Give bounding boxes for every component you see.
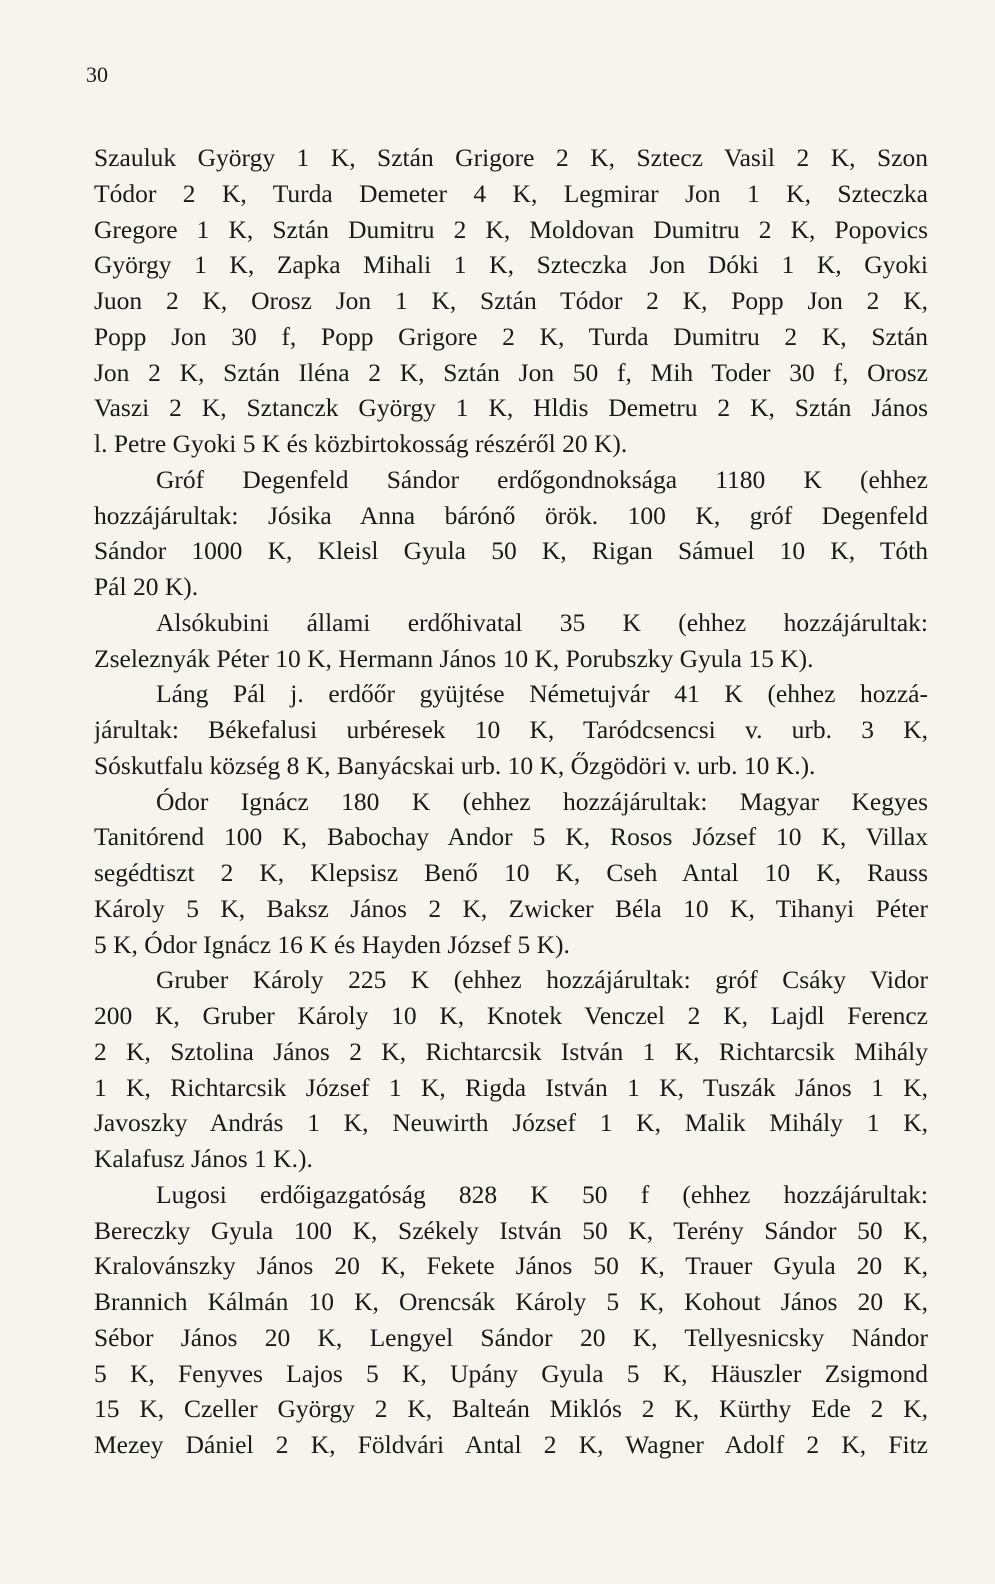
text-line: Vaszi 2 K, Sztanczk György 1 K, Hldis Demetru 2 K, Sztán János xyxy=(94,393,928,423)
text-line: Gróf Degenfeld Sándor erdőgondnoksága 1180 K (ehhez xyxy=(156,464,928,494)
text-line: Láng Pál j. erdőőr gyüjtése Németujvár 41 K (ehhez hozzá- xyxy=(156,679,928,709)
text-line: Tódor 2 K, Turda Demeter 4 K, Legmirar Jon 1 K, Szteczka xyxy=(94,178,928,208)
text-line: Brannich Kálmán 10 K, Orencsák Károly 5 K, Kohout János 20 K, xyxy=(94,1287,928,1316)
text-line: Kralovánszky János 20 K, Fekete János 50 K, Trauer Gyula 20 K, xyxy=(94,1251,928,1281)
text-line: Tanitórend 100 K, Babochay Andor 5 K, Rosos József 10 K, Villax xyxy=(94,822,928,852)
text-line: 5 K, Ódor Ignácz 16 K és Hayden József 5 K). xyxy=(94,929,570,959)
text-line: Gruber Károly 225 K (ehhez hozzájárultak: gróf Csáky Vidor xyxy=(156,965,928,995)
text-line: Gregore 1 K, Sztán Dumitru 2 K, Moldovan Dumitru 2 K, Popovics xyxy=(94,214,928,244)
text-line: 200 K, Gruber Károly 10 K, Knotek Venczel 2 K, Lajdl Ferencz xyxy=(94,1001,928,1030)
text-line: Ódor Ignácz 180 K (ehhez hozzájárultak: Magyar Kegyes xyxy=(156,786,928,816)
text-line: Popp Jon 30 f, Popp Grigore 2 K, Turda Dumitru 2 K, Sztán xyxy=(94,321,928,351)
text-line: Javoszky András 1 K, Neuwirth József 1 K, Malik Mihály 1 K, xyxy=(94,1108,928,1138)
text-line: 1 K, Richtarcsik József 1 K, Rigda István 1 K, Tuszák János 1 K, xyxy=(94,1072,928,1102)
text-line: hozzájárultak: Jósika Anna bárónő örök. 100 K, gróf Degenfeld xyxy=(94,500,928,530)
text-line: Pál 20 K). xyxy=(94,572,199,601)
text-line: 15 K, Czeller György 2 K, Balteán Miklós 2 K, Kürthy Ede 2 K, xyxy=(94,1394,928,1424)
text-line: Jon 2 K, Sztán Iléna 2 K, Sztán Jon 50 f, Mih Toder 30 f, Orosz xyxy=(94,357,928,387)
text-line: Sébor János 20 K, Lengyel Sándor 20 K, Tellyesnicsky Nándor xyxy=(94,1322,928,1352)
text-line: Kalafusz János 1 K.). xyxy=(94,1144,313,1173)
text-line: Szauluk György 1 K, Sztán Grigore 2 K, Sztecz Vasil 2 K, Szon xyxy=(94,143,928,172)
text-line: l. Petre Gyoki 5 K és közbirtokosság részéről 20 K). xyxy=(94,429,628,458)
text-line: Juon 2 K, Orosz Jon 1 K, Sztán Tódor 2 K, Popp Jon 2 K, xyxy=(94,286,928,315)
text-line: Mezey Dániel 2 K, Földvári Antal 2 K, Wagner Adolf 2 K, Fitz xyxy=(94,1430,928,1459)
text-line: 2 K, Sztolina János 2 K, Richtarcsik István 1 K, Richtarcsik Mihály xyxy=(94,1036,928,1066)
text-line: Károly 5 K, Baksz János 2 K, Zwicker Béla 10 K, Tihanyi Péter xyxy=(94,893,928,923)
text-line: Sóskutfalu község 8 K, Banyácskai urb. 10 K, Őzgödöri v. urb. 10 K.). xyxy=(94,750,816,780)
text-line: Sándor 1000 K, Kleisl Gyula 50 K, Rigan Sámuel 10 K, Tóth xyxy=(94,536,928,566)
page-number: 30 xyxy=(86,62,108,87)
text-line: Lugosi erdőigazgatóság 828 K 50 f (ehhez hozzájárultak: xyxy=(156,1179,928,1209)
text-line: 5 K, Fenyves Lajos 5 K, Upány Gyula 5 K, Häuszler Zsigmond xyxy=(94,1358,928,1388)
text-line: Zseleznyák Péter 10 K, Hermann János 10 K, Porubszky Gyula 15 K). xyxy=(94,643,814,673)
text-line: György 1 K, Zapka Mihali 1 K, Szteczka Jon Dóki 1 K, Gyoki xyxy=(94,250,928,280)
text-line: segédtiszt 2 K, Klepsisz Benő 10 K, Cseh Antal 10 K, Rauss xyxy=(94,858,928,887)
body-text xyxy=(94,140,928,1463)
text-line: járultak: Békefalusi urbéresek 10 K, Taródcsencsi v. urb. 3 K, xyxy=(94,715,928,744)
text-line: Alsókubini állami erdőhivatal 35 K (ehhez hozzájárultak: xyxy=(156,607,928,637)
text-line: Bereczky Gyula 100 K, Székely István 50 K, Terény Sándor 50 K, xyxy=(94,1215,928,1245)
